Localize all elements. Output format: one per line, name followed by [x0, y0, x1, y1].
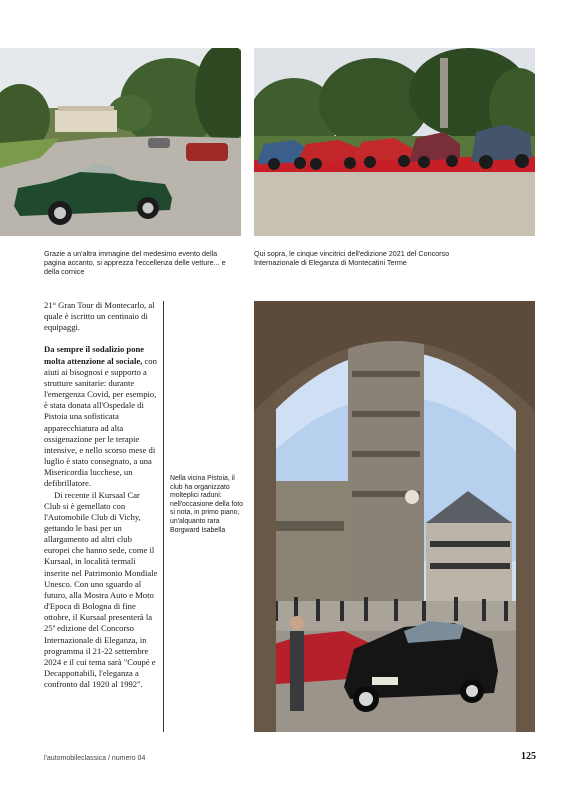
caption-villa-photo: Grazie a un'altra immagine del medesimo evento della pagina accanto, si apprezza l'eccellenza delle vetture... e della cornice: [44, 249, 226, 276]
article-paragraph-3: Di recente il Kursaal Car Club si è gemellato con l'Automobile Club di Vichy, gettando le basi per un allargamento ad altri club europei che hanno sede, come il Kursaal, in località termali inserite nel Patrimonio Mondiale Unesco. Con uno sguardo al futuro, alla Mostra Auto e Moto d'Epoca di Bologna di fine ottobre, il Kursaal presenterà la 25ª edizione del Concorso Internazionale di Eleganza, in programma il 21-22 settembre 2024 e il cui tema sarà "Coupé e Decappottabili, l'eleganza a confronto dal 1920 al 1992".: [44, 489, 158, 690]
article-paragraph-1: 21° Gran Tour di Montecarlo, al quale è iscritto un centinaio di equipaggi.: [44, 300, 155, 333]
photo-villa-green-car: [0, 48, 241, 236]
article-body: [44, 300, 158, 690]
caption-concorso-photo: Qui sopra, le cinque vincitrici dell'edizione 2021 del Concorso Internazionale di Eleganza di Montecatini Terme: [254, 249, 450, 267]
footer-magazine-issue: l'automobileclassica / numero 04: [44, 755, 146, 762]
caption-pistoia-photo: Nella vicina Pistoia, il club ha organizzato molteplici raduni: nell'occasione della foto si nota, in primo piano, un'alquanto rara Borgward Isabella: [170, 475, 243, 534]
article-paragraph-2: [44, 344, 158, 489]
page-number: 125: [521, 751, 536, 762]
article-paragraph-2-text: con aiuti ai bisognosi e supporto a strutture sanitarie: durante l'emergenza Covid, per esempio, è stata donata all'Ospedale di Pistoia una sofisticata apparecchiatura ad alta ossigenazione per le terapie intensive, e nello scorso mese di luglio è stato consegnato, a una Misericordia lucchese, un defibrillatore.: [44, 355, 157, 489]
photo-pistoia-piazza: [254, 301, 535, 732]
column-divider: [163, 301, 164, 732]
photo-concorso-winners: [254, 48, 535, 236]
article-paragraph-2-lead: Da sempre il sodalizio pone molta attenzione al sociale,: [44, 344, 145, 366]
